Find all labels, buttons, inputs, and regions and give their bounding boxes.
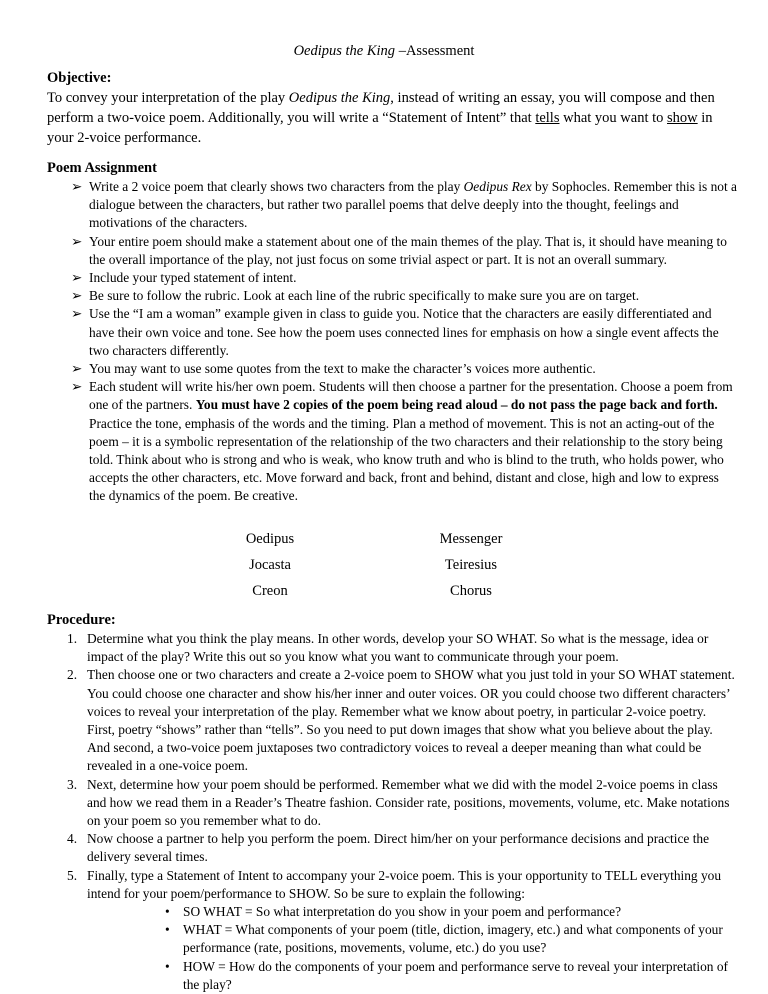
objective-section	[47, 68, 737, 148]
procedure-heading: Procedure:	[47, 612, 116, 628]
procedure-step: 3. Next, determine how your poem should be performed. Remember what we did with the model 2-voice poems in class and how we read them in a Reader’s Theatre fashion. Consider rate, positions, movements, volume, etc. Make notations on your poem so you remember what to do.	[67, 776, 730, 829]
objective-heading: Objective:	[47, 70, 112, 86]
list-item: ➢ Write a 2 voice poem that clearly shows two characters from the play Oedipus Rex by Sophocles. Remember this is not a dialogue between the characters, but rather two parallel poems that delve deeply into the thought, feelings and motivations of the characters.	[71, 179, 737, 231]
character-name: Jocasta	[249, 557, 291, 573]
procedure-step: 5. Finally, type a Statement of Intent to accompany your 2-voice poem. This is your opportunity to TELL everything you intend for your poem/performance to SHOW. So be sure to explain the following:	[67, 867, 722, 901]
objective-text-1: To convey your interpretation of the play	[47, 90, 289, 106]
procedure-step: 2. Then choose one or two characters and create a 2-voice poem to SHOW what you just told in your SO WHAT statement. You could choose one character and show his/her inner and outer voices. OR you could choose two different characters’ voices to reveal your interpretation of the play. Remember what we know about poetry, in particular 2-voice poetry. First, poetry “shows” rather than “tells”. So you need to put down images that show what you believe about the play. And second, a two-voice poem juxtaposes two contradictory voices to reveal a deeper meaning than what could be revealed in a one-voice poem.	[67, 667, 735, 774]
objective-show: show	[667, 110, 698, 126]
objective-text-3: what you want to	[559, 110, 668, 126]
character-name: Oedipus	[245, 531, 295, 547]
procedure-step: 4. Now choose a partner to help you perform the poem. Direct him/her on your performance decisions and practice the delivery several times.	[67, 831, 710, 865]
arrow-bullet-icon: ➢	[71, 270, 83, 286]
character-list	[0, 531, 768, 609]
title-italic: Oedipus the King	[293, 43, 396, 59]
title-suffix: –Assessment	[395, 43, 475, 59]
character-row	[0, 557, 768, 583]
character-row	[0, 583, 768, 609]
poem-assignment-list	[47, 178, 737, 506]
objective-text-4: in your 2-voice performance.	[47, 110, 713, 146]
character-name: Messenger	[439, 531, 503, 547]
arrow-bullet-icon: ➢	[71, 288, 83, 304]
list-item: • WHAT = What components of your poem (title, diction, imagery, etc.) and what components of your performance (rate, positions, movements, volume, etc.) do you use?	[165, 922, 723, 956]
procedure-section	[47, 610, 737, 994]
objective-play-title: Oedipus the King	[288, 90, 391, 106]
list-item: • HOW = How do the components of your poem and performance serve to reveal your interpretation of the play?	[165, 958, 728, 992]
objective-paragraph	[47, 88, 737, 148]
page-title	[0, 43, 768, 60]
bullet-dot-icon: •	[165, 904, 170, 920]
list-item: • SO WHAT = So what interpretation do you show in your poem and performance?	[165, 903, 737, 921]
character-name: Creon	[252, 583, 288, 599]
list-item: ➢ You may want to use some quotes from the text to make the character’s voices more authentic.	[47, 360, 737, 378]
character-name: Teiresius	[444, 557, 498, 573]
objective-tells: tells	[535, 110, 560, 126]
arrow-bullet-icon: ➢	[71, 306, 83, 322]
list-item: ➢ Use the “I am a woman” example given in class to guide you. Notice that the characters are easily differentiated and have their own voice and tone. See how the poem uses connected lines for emphasis on how a single event affects the two characters differently.	[71, 306, 719, 358]
list-item: ➢ Your entire poem should make a statement about one of the main themes of the play. That is, it should have meaning to the overall importance of the play, not just focus on some trivial aspect or part. It is not an overall summary.	[71, 233, 727, 267]
procedure-step: 1. Determine what you think the play means. In other words, develop your SO WHAT. So what is the message, idea or impact of the play? Write this out so you know what you want to communicate through your poem.	[67, 631, 709, 665]
character-name: Chorus	[450, 583, 492, 599]
bullet-dot-icon: •	[165, 922, 170, 938]
list-item: ➢ Be sure to follow the rubric. Look at each line of the rubric specifically to make sure you are on target.	[47, 287, 737, 305]
statement-of-intent-list	[47, 903, 737, 994]
poem-assignment-heading: Poem Assignment	[47, 160, 157, 176]
arrow-bullet-icon: ➢	[71, 179, 83, 194]
character-row	[0, 531, 768, 557]
objective-text-2: , instead of writing an essay, you will compose and then perform a two-voice poem. Additionally, you will write a “Statement of Intent” that	[47, 90, 715, 126]
bullet-dot-icon: •	[165, 958, 170, 974]
list-item: ➢ Each student will write his/her own poem. Students will then choose a partner for the presentation. Choose a poem from one of the partners. You must have 2 copies of the poem being read aloud – do not pass the page back and forth. Practice the tone, emphasis of the words and the timing. Plan a method of movement. This is not an acting-out of the poem – it is a symbolic representation of the relationship of the two characters and their relationship to the story being told. Think about who is strong and who is weak, who know truth and who is blind to the truth, who holds power, who accepts the other characters, etc. Move forward and back, front and behind, distant and close, high and low to express the dynamics of the poem. Be creative.	[71, 379, 733, 504]
arrow-bullet-icon: ➢	[71, 379, 83, 395]
arrow-bullet-icon: ➢	[71, 361, 83, 377]
list-item: ➢ Include your typed statement of intent.	[47, 269, 737, 287]
arrow-bullet-icon: ➢	[71, 233, 83, 249]
